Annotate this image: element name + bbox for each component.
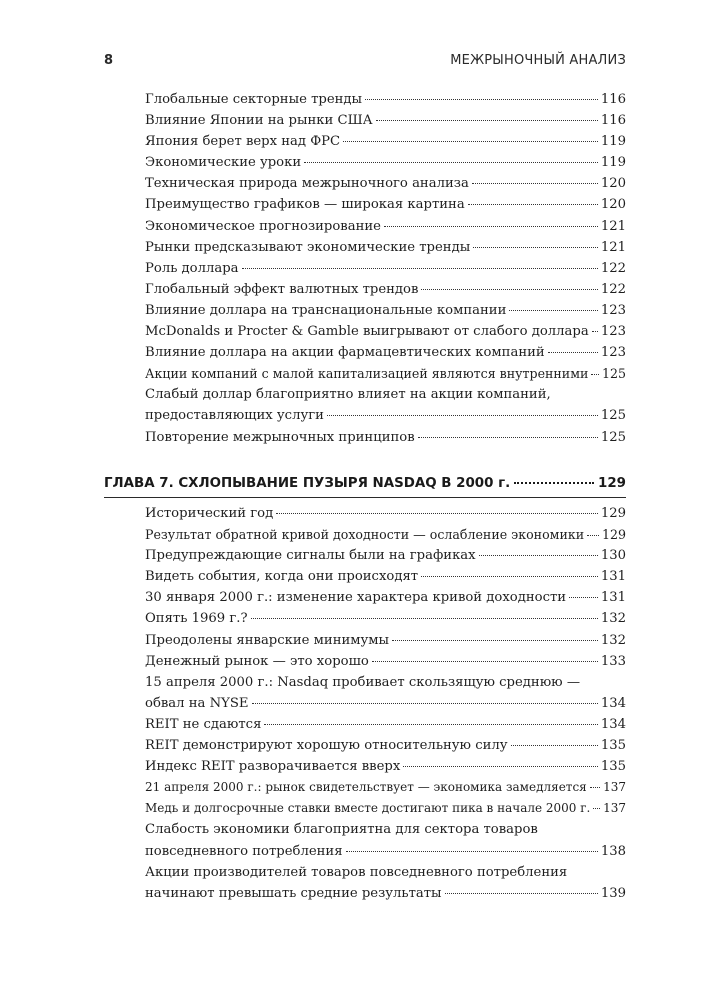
- toc-entry[interactable]: [145, 237, 626, 258]
- toc-entry-page: 134: [600, 716, 626, 732]
- dot-leader: [376, 120, 598, 121]
- toc-entry[interactable]: [145, 566, 626, 587]
- toc-entry-page: 125: [600, 408, 626, 424]
- toc-entry-title: Рынки предсказывают экономические тренды: [145, 239, 471, 255]
- dot-leader: [569, 597, 598, 598]
- dot-leader: [252, 703, 598, 704]
- toc-entry-title: Япония берет верх над ФРС: [145, 134, 341, 150]
- dot-leader: [591, 374, 599, 375]
- toc-entry-title: 21 апреля 2000 г.: рынок свидетельствует — экономика замедляется: [145, 780, 587, 795]
- toc-entry-page: 129: [601, 527, 626, 543]
- dot-leader: [264, 724, 597, 725]
- toc-entry-title: Глобальные секторные тренды: [145, 92, 363, 107]
- toc-entry-title: Экономическое прогнозирование: [145, 218, 381, 234]
- toc-entry-page: 125: [600, 429, 626, 445]
- toc-entry-title: Влияние доллара на транснациональные компании: [145, 302, 507, 318]
- toc-entry[interactable]: [145, 651, 626, 672]
- toc-entry[interactable]: [145, 194, 626, 215]
- toc-entry-title: Опять 1969 г.?: [145, 611, 248, 627]
- chapter-rule: [104, 497, 626, 498]
- dot-leader: [346, 851, 598, 852]
- toc-entry-title-line2: начинают превышать средние результаты: [145, 885, 442, 901]
- toc-entry-title: REIT демонстрируют хорошую относительную силу: [145, 738, 508, 754]
- toc-entry[interactable]: [145, 714, 626, 735]
- running-title: МЕЖРЫНОЧНЫЙ АНАЛИЗ: [450, 52, 626, 68]
- toc-entry-page: 122: [600, 260, 626, 276]
- toc-entry[interactable]: [145, 587, 626, 608]
- toc-entry-page: 121: [600, 218, 626, 234]
- chapter-title: ГЛАВА 7. СХЛОПЫВАНИЕ ПУЗЫРЯ NASDAQ В 2000 г.: [104, 476, 511, 491]
- toc-entry[interactable]: [145, 819, 626, 861]
- toc-entry-title: Повторение межрыночных принципов: [145, 429, 415, 445]
- dot-leader: [384, 226, 598, 227]
- toc-entry-page: 131: [600, 569, 626, 585]
- chapter-page: 129: [598, 476, 626, 491]
- dot-leader: [548, 352, 598, 353]
- toc-entry-title: Преимущество графиков — широкая картина: [145, 197, 465, 213]
- toc-entry[interactable]: [145, 279, 626, 300]
- dot-leader: [511, 745, 598, 746]
- toc-entry-title: Глобальный эффект валютных трендов: [145, 281, 419, 297]
- dot-leader: [587, 535, 599, 536]
- toc-entry-page: 119: [600, 155, 626, 171]
- toc-entry[interactable]: [145, 524, 626, 545]
- toc-entry-title: Техническая природа межрыночного анализа: [145, 176, 469, 192]
- dot-leader: [251, 618, 598, 619]
- toc-entry[interactable]: [145, 110, 626, 131]
- toc-entry-page: 125: [601, 366, 626, 382]
- chapter-heading[interactable]: [104, 476, 626, 498]
- toc-entry[interactable]: [145, 427, 626, 448]
- toc-entry-title: Результат обратной кривой доходности — ослабление экономики: [145, 527, 585, 543]
- toc-entry-page: 129: [600, 506, 626, 521]
- dot-leader: [418, 437, 598, 438]
- toc-entry[interactable]: [145, 363, 626, 384]
- toc-entry-title-line1: Слабый доллар благоприятно влияет на акции компаний,: [145, 387, 551, 403]
- toc-entry[interactable]: [145, 735, 626, 756]
- toc-entry[interactable]: [145, 630, 626, 651]
- toc-entry-title-line2: предоставляющих услуги: [145, 408, 324, 424]
- toc-entry-page: 139: [600, 885, 626, 901]
- toc-entry-page: 137: [603, 780, 626, 795]
- toc-entry-page: 135: [600, 738, 626, 754]
- toc-entry-title: Влияние Японии на рынки США: [145, 113, 373, 129]
- dot-leader: [509, 310, 597, 311]
- toc-entry-title: Медь и долгосрочные ставки вместе достигают пика в начале 2000 г.: [145, 801, 591, 816]
- toc-entry-page: 119: [600, 134, 626, 150]
- toc-entry-page: 116: [600, 92, 626, 107]
- toc-entry[interactable]: [145, 342, 626, 363]
- toc-entry[interactable]: [145, 798, 626, 819]
- toc-entry-page: 120: [600, 197, 626, 213]
- toc-entry-title: Видеть события, когда они происходят: [145, 569, 419, 585]
- toc-entry-page: 120: [600, 176, 626, 192]
- dot-leader: [472, 183, 598, 184]
- toc-entry-title-line1: 15 апреля 2000 г.: Nasdaq пробивает скользящую среднюю —: [145, 674, 581, 690]
- toc-entry-page: 135: [600, 759, 626, 775]
- dot-leader: [593, 808, 600, 809]
- toc-entry-title: Денежный рынок — это хорошо: [145, 653, 369, 669]
- toc-entry[interactable]: [145, 545, 626, 566]
- toc-entry-title-line1: Слабость экономики благоприятна для сектора товаров: [145, 822, 538, 838]
- toc-entry[interactable]: [145, 384, 626, 426]
- toc-entry-title: REIT не сдаются: [145, 716, 262, 732]
- toc-entry[interactable]: [145, 503, 626, 524]
- toc-entry-title: Преодолены январские минимумы: [145, 632, 390, 648]
- toc-entry-page: 123: [600, 345, 626, 361]
- toc-entry-title: Влияние доллара на акции фармацевтических компаний: [145, 345, 545, 361]
- dot-leader: [403, 766, 598, 767]
- toc-entry-title-line2: обвал на NYSE: [145, 695, 249, 711]
- toc-entry-title: Роль доллара: [145, 260, 239, 276]
- toc-entry-page: 137: [603, 801, 626, 816]
- dot-leader: [276, 513, 598, 514]
- toc-entry[interactable]: [145, 131, 626, 152]
- dot-leader: [473, 247, 598, 248]
- toc-section-b: [145, 503, 626, 904]
- toc-entry[interactable]: [145, 89, 626, 110]
- toc-entry-page: 130: [600, 548, 626, 564]
- dot-leader: [242, 268, 598, 269]
- toc-entry-page: 132: [600, 611, 626, 627]
- toc-entry-page: 131: [600, 590, 626, 606]
- dot-leader: [445, 893, 598, 894]
- dot-leader: [421, 289, 597, 290]
- toc-section-a: [145, 89, 626, 448]
- dot-leader: [392, 640, 598, 641]
- toc-entry-title: Индекс REIT разворачивается вверх: [145, 759, 401, 775]
- toc-entry-title-line2: повседневного потребления: [145, 843, 343, 859]
- toc-entry[interactable]: [145, 756, 626, 777]
- dot-leader: [343, 141, 598, 142]
- toc-entry-page: 134: [600, 695, 626, 711]
- toc-entry-title: Предупреждающие сигналы были на графиках: [145, 548, 476, 564]
- toc-entry-title: Акции компаний с малой капитализацией являются внутренними: [145, 366, 589, 382]
- toc-entry-page: 123: [600, 302, 626, 318]
- toc-entry-title: 30 января 2000 г.: изменение характера кривой доходности: [145, 590, 567, 606]
- toc-entry-page: 138: [600, 843, 626, 859]
- toc-entry-page: 122: [600, 281, 626, 297]
- toc-entry[interactable]: [145, 258, 626, 279]
- toc-entry-page: 116: [600, 113, 626, 129]
- dot-leader: [372, 661, 598, 662]
- toc-entry-page: 132: [600, 632, 626, 648]
- toc-entry[interactable]: [145, 300, 626, 321]
- toc-entry-page: 123: [600, 324, 626, 340]
- page-number: 8: [104, 52, 114, 68]
- toc-entry[interactable]: [145, 862, 626, 904]
- dot-leader: [304, 162, 598, 163]
- dot-leader: [592, 331, 598, 332]
- toc-entry-title: Экономические уроки: [145, 155, 302, 171]
- dot-leader: [365, 99, 598, 100]
- toc-entry-title: McDonalds и Procter & Gamble выигрывают от слабого доллара: [145, 324, 589, 340]
- toc-entry[interactable]: [145, 173, 626, 194]
- dot-leader: [421, 576, 598, 577]
- toc-entry-page: 121: [600, 239, 626, 255]
- running-head: [104, 50, 626, 70]
- toc-entry-title: Исторический год: [145, 506, 274, 521]
- dot-leader: [514, 482, 594, 484]
- toc-entry[interactable]: [145, 777, 626, 798]
- toc-entry-page: 133: [600, 653, 626, 669]
- toc-entry-title-line1: Акции производителей товаров повседневного потребления: [145, 864, 568, 880]
- toc-entry[interactable]: [145, 321, 626, 342]
- dot-leader: [327, 415, 598, 416]
- toc-entry[interactable]: [145, 672, 626, 714]
- dot-leader: [468, 204, 598, 205]
- dot-leader: [479, 555, 598, 556]
- toc-entry[interactable]: [145, 216, 626, 237]
- toc-entry[interactable]: [145, 152, 626, 173]
- dot-leader: [590, 787, 600, 788]
- toc-entry[interactable]: [145, 608, 626, 629]
